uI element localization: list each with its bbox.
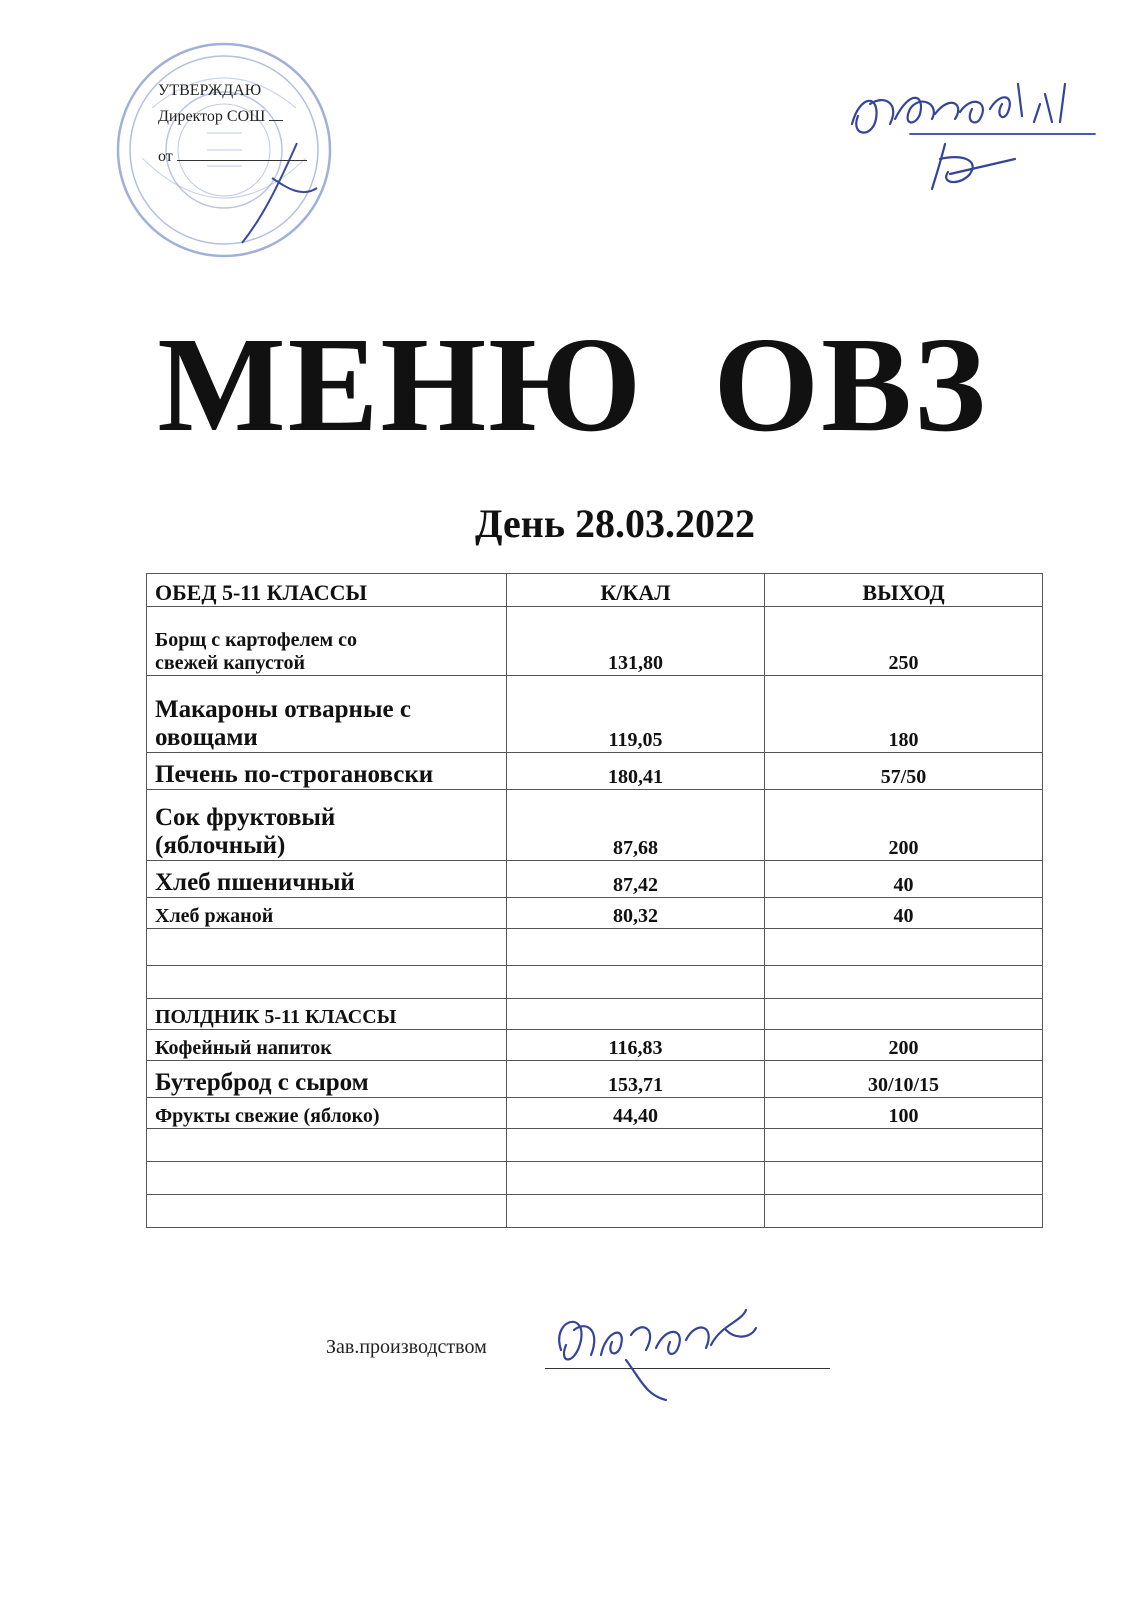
table-row xyxy=(147,676,1043,753)
director-signature xyxy=(840,64,1100,204)
table-row-empty xyxy=(147,929,1043,966)
table-row xyxy=(147,607,1043,676)
approval-title: УТВЕРЖДАЮ xyxy=(158,82,262,99)
table-row-empty xyxy=(147,1195,1043,1228)
dish-output: 180 xyxy=(765,676,1043,753)
header-dish: ОБЕД 5-11 КЛАССЫ xyxy=(147,574,507,607)
table-row xyxy=(147,1098,1043,1129)
table-row-empty xyxy=(147,1129,1043,1162)
dish-output: 100 xyxy=(765,1098,1043,1129)
dish-kcal: 80,32 xyxy=(507,898,765,929)
manager-signature xyxy=(546,1300,766,1410)
dish-kcal: 87,68 xyxy=(507,790,765,861)
dish-name: Фрукты свежие (яблоко) xyxy=(147,1098,507,1129)
section-row-snack xyxy=(147,999,1043,1030)
header-kcal: К/КАЛ xyxy=(507,574,765,607)
dish-name: Бутерброд с сыром xyxy=(147,1061,507,1098)
table-row xyxy=(147,790,1043,861)
approval-position: Директор СОШ xyxy=(158,104,338,130)
snack-section-title: ПОЛДНИК 5-11 КЛАССЫ xyxy=(147,999,507,1030)
header-output: ВЫХОД xyxy=(765,574,1043,607)
dish-output: 40 xyxy=(765,861,1043,898)
dish-kcal: 87,42 xyxy=(507,861,765,898)
table-row xyxy=(147,753,1043,790)
dish-kcal: 180,41 xyxy=(507,753,765,790)
dish-name: Борщ с картофелем со свежей капустой xyxy=(147,607,507,676)
table-row xyxy=(147,1030,1043,1061)
dish-output: 30/10/15 xyxy=(765,1061,1043,1098)
menu-date: День 28.03.2022 xyxy=(475,501,755,546)
dish-output: 200 xyxy=(765,790,1043,861)
dish-output: 250 xyxy=(765,607,1043,676)
approval-date: от xyxy=(158,144,338,170)
dish-name: Хлеб ржаной xyxy=(147,898,507,929)
page-title: МЕНЮ ОВЗ xyxy=(157,310,988,460)
menu-table xyxy=(146,573,1043,1228)
table-row xyxy=(147,1061,1043,1098)
dish-name: Печень по-строгановски xyxy=(147,753,507,790)
dish-kcal: 153,71 xyxy=(507,1061,765,1098)
dish-kcal: 131,80 xyxy=(507,607,765,676)
table-row-empty xyxy=(147,1162,1043,1195)
table-row-empty xyxy=(147,966,1043,999)
approval-block xyxy=(158,78,338,170)
dish-name: Кофейный напиток xyxy=(147,1030,507,1061)
dish-kcal: 119,05 xyxy=(507,676,765,753)
dish-name: Хлеб пшеничный xyxy=(147,861,507,898)
table-header-row xyxy=(147,574,1043,607)
dish-output: 57/50 xyxy=(765,753,1043,790)
dish-kcal: 44,40 xyxy=(507,1098,765,1129)
dish-output: 40 xyxy=(765,898,1043,929)
dish-name: Макароны отварные с овощами xyxy=(147,676,507,753)
dish-kcal: 116,83 xyxy=(507,1030,765,1061)
production-manager-label: Зав.производством xyxy=(326,1336,487,1358)
dish-name: Сок фруктовый (яблочный) xyxy=(147,790,507,861)
table-row xyxy=(147,861,1043,898)
table-row xyxy=(147,898,1043,929)
dish-output: 200 xyxy=(765,1030,1043,1061)
